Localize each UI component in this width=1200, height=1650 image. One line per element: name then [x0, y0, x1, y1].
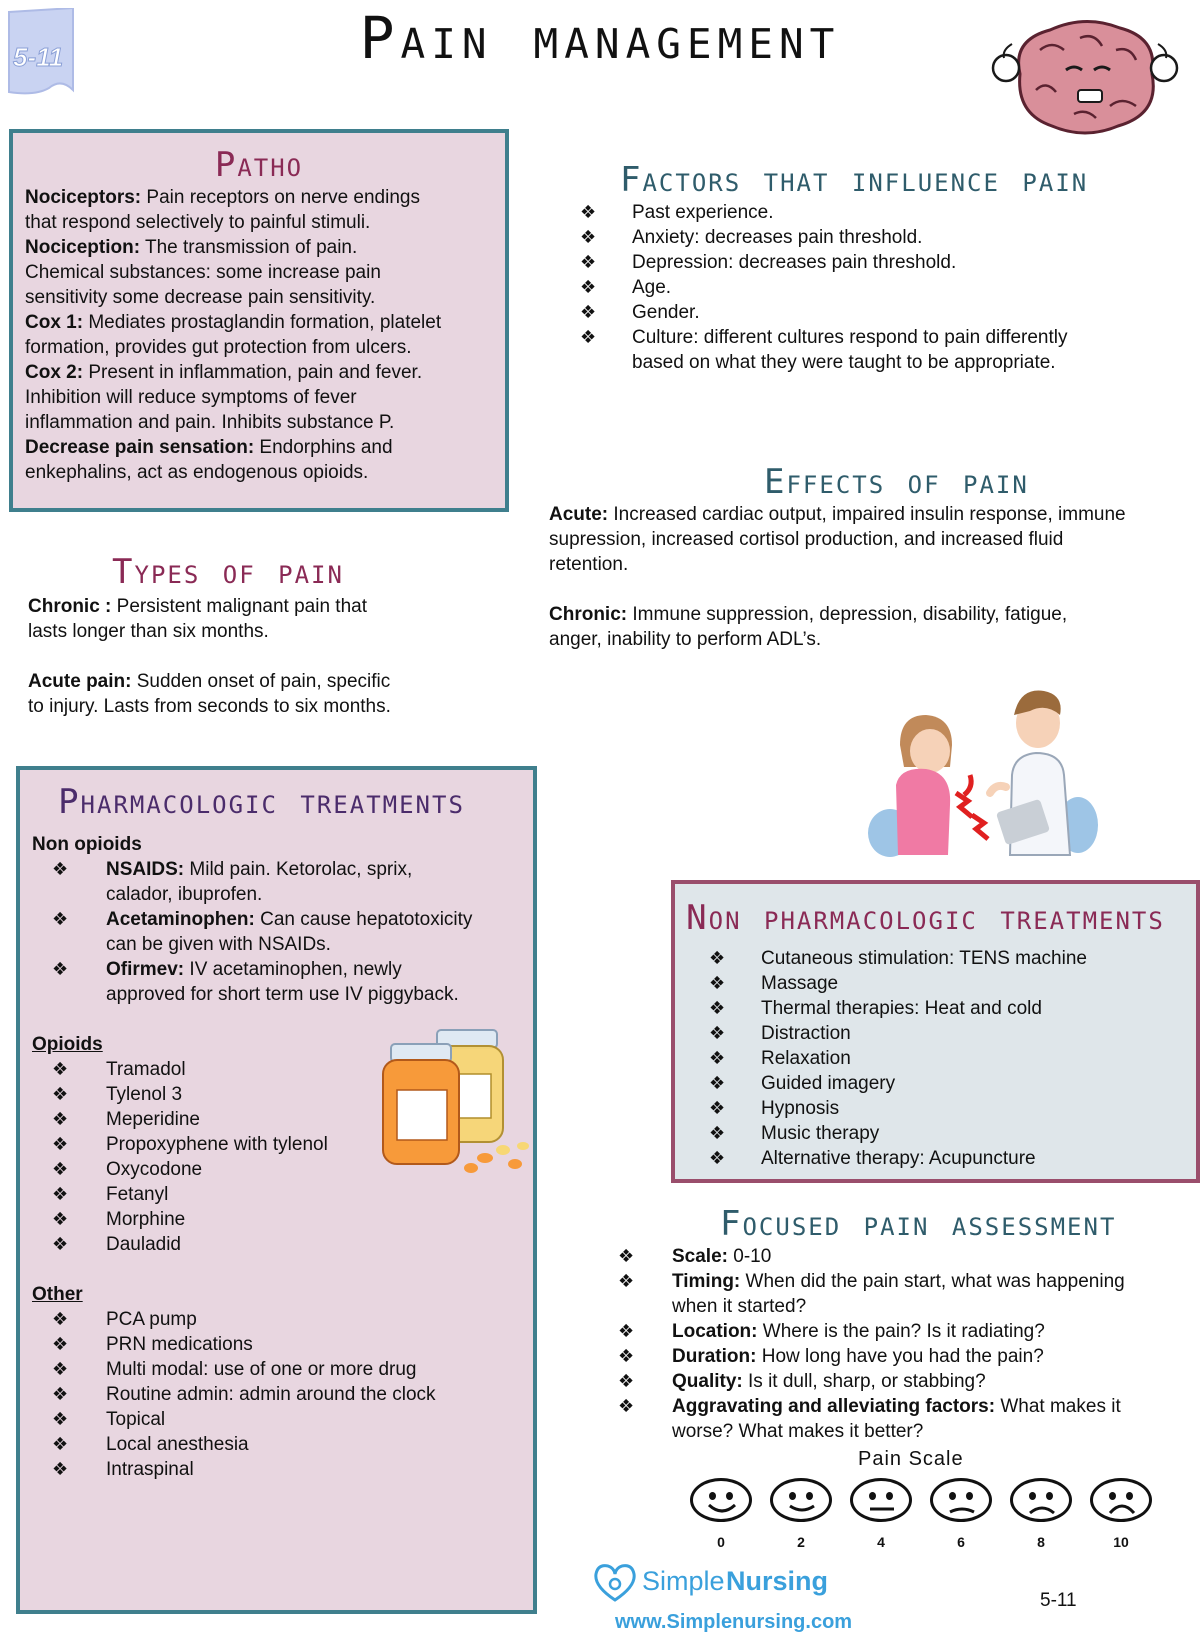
effects-chronic-cont: anger, inability to perform ADL’s.	[549, 629, 822, 650]
scale-label: 8	[1037, 1534, 1045, 1550]
list-item: ❖ Culture: different cultures respond to pain differently	[580, 327, 1068, 348]
nonpharm-list	[675, 946, 1195, 1171]
patient-doctor-illustration	[860, 675, 1100, 860]
assessment-heading: Focused pain assessment	[720, 1204, 1117, 1244]
list-item: ❖ PRN medications	[52, 1334, 253, 1355]
list-item: ❖ Propoxyphene with tylenol	[52, 1134, 328, 1155]
list-item: ❖ Anxiety: decreases pain threshold.	[580, 227, 923, 248]
effects-acute-cont: supression, increased cortisol production, and increased fluid	[549, 529, 1064, 550]
patho-text	[25, 185, 441, 485]
pill-bottles-icon	[375, 1010, 535, 1180]
scale-label: 2	[797, 1534, 805, 1550]
scale-label: 10	[1113, 1534, 1129, 1550]
list-item: ❖ Timing: When did the pain start, what was happening when it started?	[618, 1271, 1125, 1317]
types-chronic: Chronic : Persistent malignant pain that	[28, 596, 367, 617]
non-opioids-list	[32, 857, 532, 1007]
list-item: ❖ Thermal therapies: Heat and cold	[709, 998, 1042, 1019]
list-item: ❖ Dauladid	[52, 1234, 181, 1255]
patho-line: that respond selectively to painful stimuli.	[25, 212, 371, 233]
list-item: ❖ Ofirmev: IV acetaminophen, newly approved for short term use IV piggyback.	[52, 959, 459, 1005]
nonpharm-box	[671, 880, 1200, 1183]
pain-scale-title: Pain Scale	[858, 1448, 964, 1470]
list-item: ❖ Aggravating and alleviating factors: What makes it worse? What makes it better?	[618, 1396, 1121, 1442]
pain-scale	[680, 1448, 1160, 1558]
list-item: ❖ Morphine	[52, 1209, 186, 1230]
list-item: ❖ Local anesthesia	[52, 1434, 249, 1455]
pharm-box	[16, 766, 537, 1614]
patho-line: formation, provides gut protection from ulcers.	[25, 337, 412, 358]
nonpharm-heading: Non pharmacologic treatments	[686, 898, 1165, 938]
effects-acute-cont: retention.	[549, 554, 629, 575]
list-item: ❖ Guided imagery	[709, 1073, 896, 1094]
patho-line: Inhibition will reduce symptoms of fever	[25, 387, 357, 408]
patho-box	[9, 129, 509, 512]
page-title: Pain management	[359, 4, 841, 72]
list-item: ❖ PCA pump	[52, 1309, 197, 1330]
assessment-list	[600, 1244, 1190, 1444]
list-item: ❖ Meperidine	[52, 1109, 200, 1130]
list-item: ❖ Tylenol 3	[52, 1084, 183, 1105]
effects-acute: Acute: Increased cardiac output, impaired insulin response, immune	[549, 504, 1126, 525]
non-opioids-label: Non opioids	[32, 834, 142, 855]
list-item: ❖ Tramadol	[52, 1059, 186, 1080]
list-item: ❖ Past experience.	[580, 202, 774, 223]
list-item: ❖ Acetaminophen: Can cause hepatotoxicity can be given with NSAIDs.	[52, 909, 473, 955]
list-item: ❖ NSAIDS: Mild pain. Ketorolac, sprix, calador, ibuprofen.	[52, 859, 413, 905]
simplenursing-logo	[590, 1560, 860, 1604]
effects-chronic: Chronic: Immune suppression, depression, disability, fatigue,	[549, 604, 1068, 625]
list-item: ❖ Hypnosis	[709, 1098, 840, 1119]
stressed-brain-icon	[990, 10, 1180, 145]
page-number: 5-11	[1040, 1590, 1077, 1611]
list-item: ❖ Relaxation	[709, 1048, 851, 1069]
patho-line: Nociceptors: Pain receptors on nerve endings	[25, 187, 420, 208]
effects-heading: Effects of pain	[764, 462, 1029, 502]
scale-label: 6	[957, 1534, 965, 1550]
list-item: ❖ Alternative therapy: Acupuncture	[709, 1148, 1036, 1169]
face-6-icon	[930, 1478, 992, 1522]
list-item-cont: based on what they were taught to be appropriate.	[632, 352, 1056, 373]
patho-heading: Patho	[214, 145, 304, 185]
face-4-icon	[850, 1478, 912, 1522]
types-chronic-cont: lasts longer than six months.	[28, 621, 269, 642]
scale-label: 0	[717, 1534, 725, 1550]
list-item: ❖ Scale: 0-10	[618, 1246, 772, 1267]
factors-section	[560, 160, 1180, 375]
face-10-icon	[1090, 1478, 1152, 1522]
other-list	[32, 1307, 532, 1482]
types-section	[28, 552, 478, 719]
assessment-section	[600, 1204, 1190, 1444]
patho-line: Nociception: The transmission of pain.	[25, 237, 358, 258]
effects-section	[549, 462, 1189, 652]
pharm-heading: Pharmacologic treatments	[58, 782, 465, 822]
list-item: ❖ Duration: How long have you had the pain?	[618, 1346, 1044, 1367]
list-item: ❖ Intraspinal	[52, 1459, 194, 1480]
opioids-label: Opioids	[32, 1034, 103, 1055]
list-item: ❖ Depression: decreases pain threshold.	[580, 252, 957, 273]
factors-heading: Factors that influence pain	[620, 160, 1089, 200]
types-heading: Types of pain	[112, 552, 344, 592]
list-item: ❖ Multi modal: use of one or more drug	[52, 1359, 417, 1380]
list-item: ❖ Cutaneous stimulation: TENS machine	[709, 948, 1087, 969]
face-8-icon	[1010, 1478, 1072, 1522]
list-item: ❖ Topical	[52, 1409, 166, 1430]
factors-list	[560, 200, 1180, 375]
patho-line: enkephalins, act as endogenous opioids.	[25, 462, 369, 483]
types-acute-cont: to injury. Lasts from seconds to six months.	[28, 696, 391, 717]
patho-line: Cox 1: Mediates prostaglandin formation, platelet	[25, 312, 442, 333]
list-item: ❖ Fetanyl	[52, 1184, 169, 1205]
patho-line: Decrease pain sensation: Endorphins and	[25, 437, 393, 458]
other-label: Other	[32, 1284, 83, 1305]
logo-text-simple: Simple	[642, 1566, 725, 1596]
website-link[interactable]: www.Simplenursing.com	[615, 1611, 853, 1633]
face-0-icon	[690, 1478, 752, 1522]
patho-line: inflammation and pain. Inhibits substance P.	[25, 412, 395, 433]
scale-label: 4	[877, 1534, 885, 1550]
patho-line: Cox 2: Present in inflammation, pain and fever.	[25, 362, 423, 383]
logo-text-nursing: Nursing	[726, 1566, 829, 1596]
stethoscope-heart-icon	[590, 1560, 640, 1604]
list-item: ❖ Gender.	[580, 302, 700, 323]
patho-line: sensitivity some decrease pain sensitivity.	[25, 287, 376, 308]
list-item: ❖ Oxycodone	[52, 1159, 203, 1180]
face-2-icon	[770, 1478, 832, 1522]
list-item: ❖ Distraction	[709, 1023, 851, 1044]
types-acute: Acute pain: Sudden onset of pain, specific	[28, 671, 391, 692]
page-tag-label: 5-11	[13, 42, 64, 72]
list-item: ❖ Music therapy	[709, 1123, 880, 1144]
list-item: ❖ Age.	[580, 277, 672, 298]
patho-line: Chemical substances: some increase pain	[25, 262, 381, 283]
list-item: ❖ Location: Where is the pain? Is it radiating?	[618, 1321, 1045, 1342]
list-item: ❖ Routine admin: admin around the clock	[52, 1384, 436, 1405]
list-item: ❖ Massage	[709, 973, 839, 994]
list-item: ❖ Quality: Is it dull, sharp, or stabbing?	[618, 1371, 986, 1392]
